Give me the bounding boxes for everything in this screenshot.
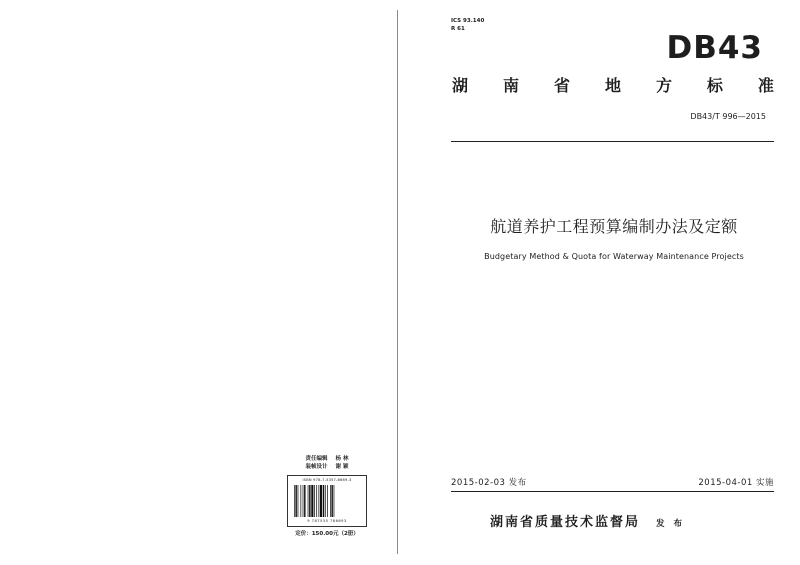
standard-type-char: 地: [604, 76, 621, 95]
issuer-action: 发 布: [656, 519, 685, 529]
standard-type-char: 标: [706, 76, 723, 95]
standard-type-heading: [452, 75, 774, 97]
isbn-text: ISBN 978-7-5357-8669-3: [302, 478, 352, 482]
issuer-line: [490, 514, 685, 532]
header-divider: [451, 141, 774, 142]
barcode-bars: [293, 485, 361, 517]
standard-type-char: 南: [502, 76, 519, 95]
classification-codes: [451, 17, 484, 33]
standard-number: DB43/T 996—2015: [690, 112, 766, 121]
credit-row-designer: [272, 463, 382, 471]
credit-role: 装帧设计: [305, 464, 328, 470]
credit-row-editor: [272, 455, 382, 463]
barcode-digits: 9 787535 786693: [307, 519, 347, 523]
document-title-en: Budgetary Method & Quota for Waterway Maintenance Projects: [484, 252, 744, 261]
credits-block: [272, 455, 382, 471]
credit-name: 杨 林: [335, 456, 349, 462]
ics-code: ICS 93.140: [451, 18, 485, 24]
standard-type-char: 准: [757, 76, 774, 95]
price-label: 定价：150.00元（2册）: [295, 531, 359, 537]
implementation-date: 2015-04-01 实施: [698, 478, 774, 488]
standard-type-char: 方: [655, 76, 672, 95]
spine-line: [397, 10, 398, 554]
classification-code: R 61: [451, 26, 465, 32]
document-title-cn: 航道养护工程预算编制办法及定额: [490, 217, 738, 236]
footer-divider: [451, 491, 774, 492]
isbn-barcode: [287, 475, 367, 527]
standard-type-char: 湖: [452, 76, 469, 95]
issue-date: 2015-02-03 发布: [451, 478, 527, 488]
credit-role: 责任编辑: [305, 456, 328, 462]
credit-name: 谢 颖: [335, 464, 349, 470]
standard-type-char: 省: [553, 76, 570, 95]
db-code-logo: DB43: [666, 30, 763, 66]
issuer-name: 湖南省质量技术监督局: [490, 515, 641, 530]
